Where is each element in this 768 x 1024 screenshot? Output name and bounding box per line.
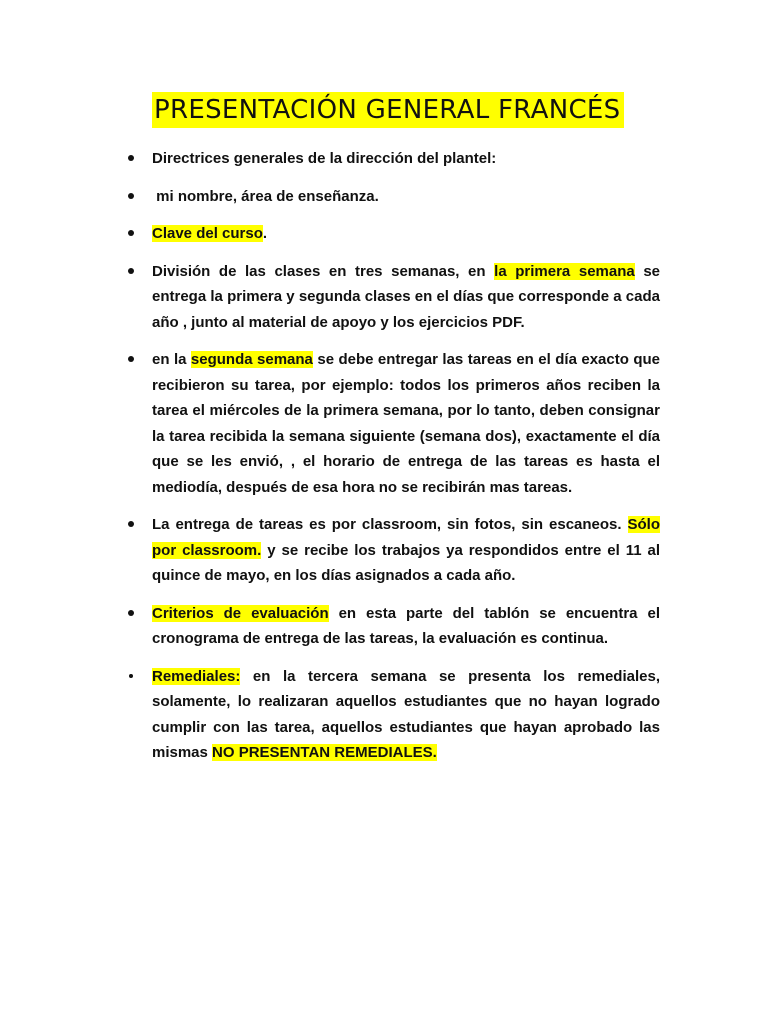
highlighted-text: Sólo por classroom. [152, 516, 660, 559]
item-text-part: mi nombre, área de enseñanza. [152, 187, 379, 205]
bullet-icon [128, 268, 134, 274]
item-text-part: en esta parte del tablón se encuentra el cronograma de entrega de las tareas, la evaluación es continua. [152, 604, 660, 647]
item-text-part: en la [152, 351, 191, 368]
list-item-8 [152, 664, 660, 766]
list-item-7 [152, 601, 660, 652]
highlighted-text: segunda semana [190, 351, 313, 368]
item-text [152, 664, 660, 766]
bullet-icon [128, 521, 134, 527]
title-block [152, 92, 624, 128]
highlighted-text: Remediales: [152, 667, 241, 685]
list-item-5 [152, 347, 660, 500]
item-text-part: La entrega de tareas es por classroom, sin fotos, sin escaneos. [152, 516, 628, 533]
item-text-part: se entrega la primera y segunda clases en el días que corresponde a cada año , junto al material de apoyo y los ejercicios PDF. [152, 262, 661, 331]
bullet-icon [128, 230, 134, 236]
item-text [152, 347, 660, 500]
list-item-1 [152, 146, 660, 172]
item-text [152, 601, 660, 652]
list-item-2 [152, 184, 660, 210]
list-item-3 [152, 221, 660, 247]
item-text-part: y se recibe los trabajos ya respondidos entre el 11 al quince de mayo, en los días asignados a cada año. [152, 541, 660, 584]
item-text-part: División de las clases en tres semanas, en [152, 262, 495, 280]
item-text-part: . [262, 225, 268, 242]
item-text-part: Directrices generales de la dirección del plantel: [152, 150, 497, 167]
document-title: PRESENTACIÓN GENERAL FRANCÉS [152, 92, 624, 128]
item-text [152, 221, 660, 247]
highlighted-text: NO PRESENTAN REMEDIALES. [212, 744, 437, 761]
bullet-list [152, 146, 660, 778]
highlighted-text: Criterios de evaluación [152, 604, 329, 622]
list-item-6 [152, 512, 660, 589]
item-text [152, 184, 660, 210]
list-item-4 [152, 259, 660, 336]
highlighted-text: Clave del curso [152, 225, 263, 242]
bullet-icon [129, 674, 133, 678]
bullet-icon [128, 356, 134, 362]
highlighted-text: la primera semana [494, 262, 635, 280]
bullet-icon [128, 193, 134, 199]
item-text-part: en la tercera semana se presenta los remediales, solamente, lo realizaran aquellos estudiantes que no hayan logrado cumplir con las tarea, aquellos estudiantes que hayan aprobado las mismas [152, 667, 660, 761]
bullet-icon [128, 155, 134, 161]
item-text [152, 146, 660, 172]
item-text [152, 512, 660, 589]
item-text-part: se debe entregar las tareas en el día exacto que recibieron su tarea, por ejemplo: todos los primeros años reciben la tarea el miércoles de la primera semana, por lo tanto, deben consignar la tarea recibida la semana siguiente (semana dos), exactamente el día que se les envió, , el horario de entrega de las tareas es hasta el mediodía, después de esa hora no se recibirán mas tareas. [152, 351, 660, 496]
item-text [152, 259, 660, 336]
bullet-icon [128, 610, 134, 616]
